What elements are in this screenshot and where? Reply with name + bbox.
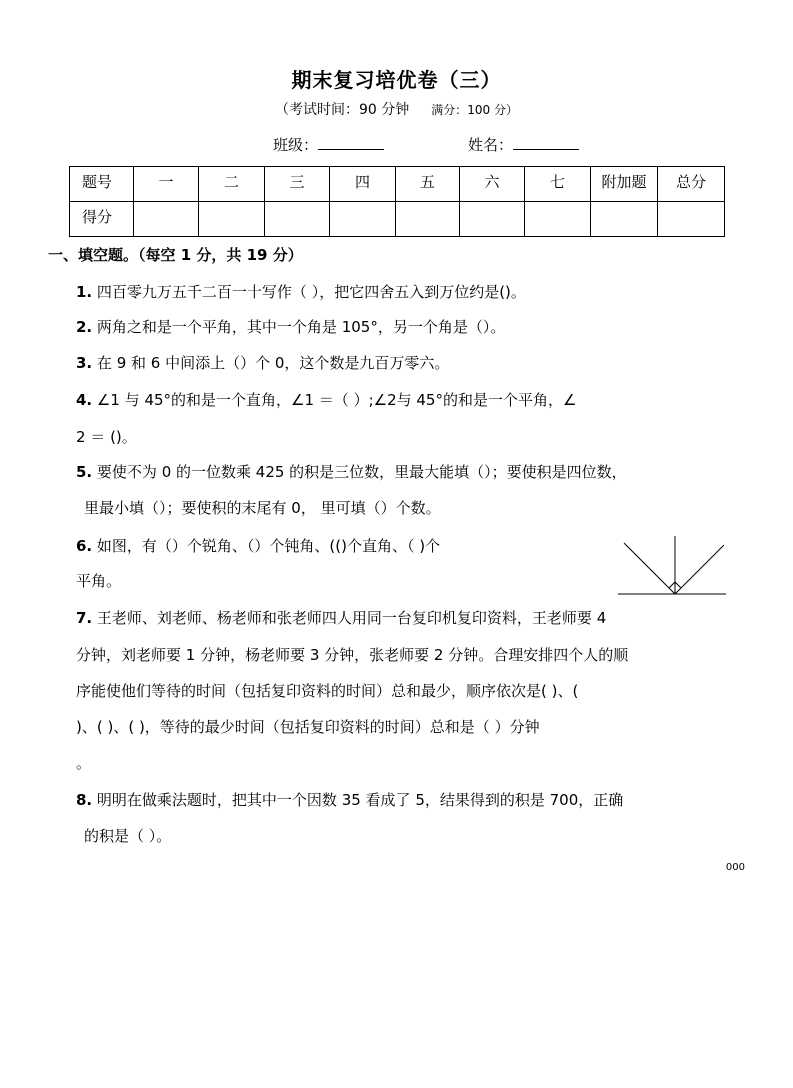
header-cell: 六 [460, 167, 525, 202]
exam-time: （考试时间：90 分钟 [275, 102, 410, 118]
header-cell: 五 [396, 167, 460, 202]
angle-figure-right-ray [675, 545, 724, 594]
class-label: 班级： [273, 136, 319, 154]
exam-title: 期末复习培优卷（三） [291, 68, 502, 92]
question-2 [76, 317, 505, 337]
question-number: 5. [76, 463, 93, 481]
question-text-line-1: 明明在做乘法题时，把其中一个因数 35 看成了 5，结果得到的积是 700，正确 [96, 791, 624, 809]
question-number: 2. [76, 318, 93, 336]
question-number: 3. [76, 354, 93, 372]
question-text: 四百零九万五千二百一十写作（ ），把它四舍五入到万位约是()。 [96, 283, 526, 301]
header-cell: 一 [134, 167, 199, 202]
score-cell[interactable] [265, 202, 330, 237]
question-7 [76, 608, 606, 628]
name-label: 姓名： [468, 136, 514, 154]
exam-full-score: 满分：100 分） [431, 103, 518, 117]
question-number: 6. [76, 537, 93, 555]
section-1-title: 一、填空题。（每空 1 分，共 19 分） [48, 246, 303, 264]
score-cell[interactable] [330, 202, 396, 237]
score-cell[interactable] [525, 202, 591, 237]
angle-figure [614, 533, 730, 599]
question-number: 4. [76, 391, 93, 409]
question-number: 8. [76, 791, 93, 809]
question-number: 7. [76, 609, 93, 627]
header-cell: 二 [199, 167, 265, 202]
question-8 [76, 790, 623, 810]
question-6-continued: 平角。 [76, 572, 122, 590]
score-cell[interactable] [591, 202, 658, 237]
question-7-line-5: 。 [76, 754, 92, 772]
header-cell: 总分 [658, 167, 725, 202]
header-cell: 七 [525, 167, 591, 202]
score-cell[interactable] [134, 202, 199, 237]
name-blank [513, 135, 579, 150]
question-text-line-1: 要使不为 0 的一位数乘 425 的积是三位数，里最大能填（）；要使积是四位数， [96, 463, 627, 481]
question-number: 1. [76, 283, 93, 301]
score-table [69, 166, 725, 237]
question-6 [76, 536, 440, 556]
question-4 [76, 390, 576, 410]
score-table-score-row [70, 202, 725, 237]
question-text-line-1: 如图，有（）个锐角、（）个钝角、(()个直角、（ )个 [96, 537, 441, 555]
question-7-line-4: )、( )、( )，等待的最少时间（包括复印资料的时间）总和是（ ）分钟 [76, 718, 540, 736]
header-cell: 题号 [70, 167, 134, 202]
question-7-line-2: 分钟，刘老师要 1 分钟，杨老师要 3 分钟，张老师要 2 分钟。合理安排四个人的顺 [76, 646, 629, 664]
score-cell[interactable] [658, 202, 725, 237]
class-blank [318, 135, 384, 150]
question-4-continued: 2 ＝ ()。 [76, 428, 137, 446]
question-8-continued: 的积是（ ）。 [84, 827, 172, 845]
question-5-continued: 里最小填（）；要使积的末尾有 0， 里可填（）个数。 [84, 499, 441, 517]
header-cell: 四 [330, 167, 396, 202]
score-cell[interactable] [460, 202, 525, 237]
score-table-header-row [70, 167, 725, 202]
header-cell: 三 [265, 167, 330, 202]
question-text: 两角之和是一个平角，其中一个角是 105°，另一个角是（）。 [96, 318, 506, 336]
name-field [468, 134, 579, 155]
question-text-line-1: ∠1 与 45°的和是一个直角，∠1 ＝（ ）;∠2与 45°的和是一个平角，∠ [96, 391, 577, 409]
question-1 [76, 282, 526, 302]
question-text-line-1: 王老师、刘老师、杨老师和张老师四人用同一台复印机复印资料，王老师要 4 [96, 609, 607, 627]
score-cell[interactable] [396, 202, 460, 237]
score-row-label: 得分 [70, 202, 134, 237]
exam-subtitle [0, 99, 793, 119]
question-5 [76, 462, 627, 482]
score-cell[interactable] [199, 202, 265, 237]
question-text: 在 9 和 6 中间添上（）个 0，这个数是九百万零六。 [96, 354, 450, 372]
question-7-line-3: 序能使他们等待的时间（包括复印资料的时间）总和最少，顺序依次是( )、( [76, 682, 579, 700]
page-number: 000 [725, 862, 745, 873]
header-cell: 附加题 [591, 167, 658, 202]
class-field [273, 134, 384, 155]
question-3 [76, 353, 449, 373]
angle-figure-left-ray [624, 543, 675, 594]
